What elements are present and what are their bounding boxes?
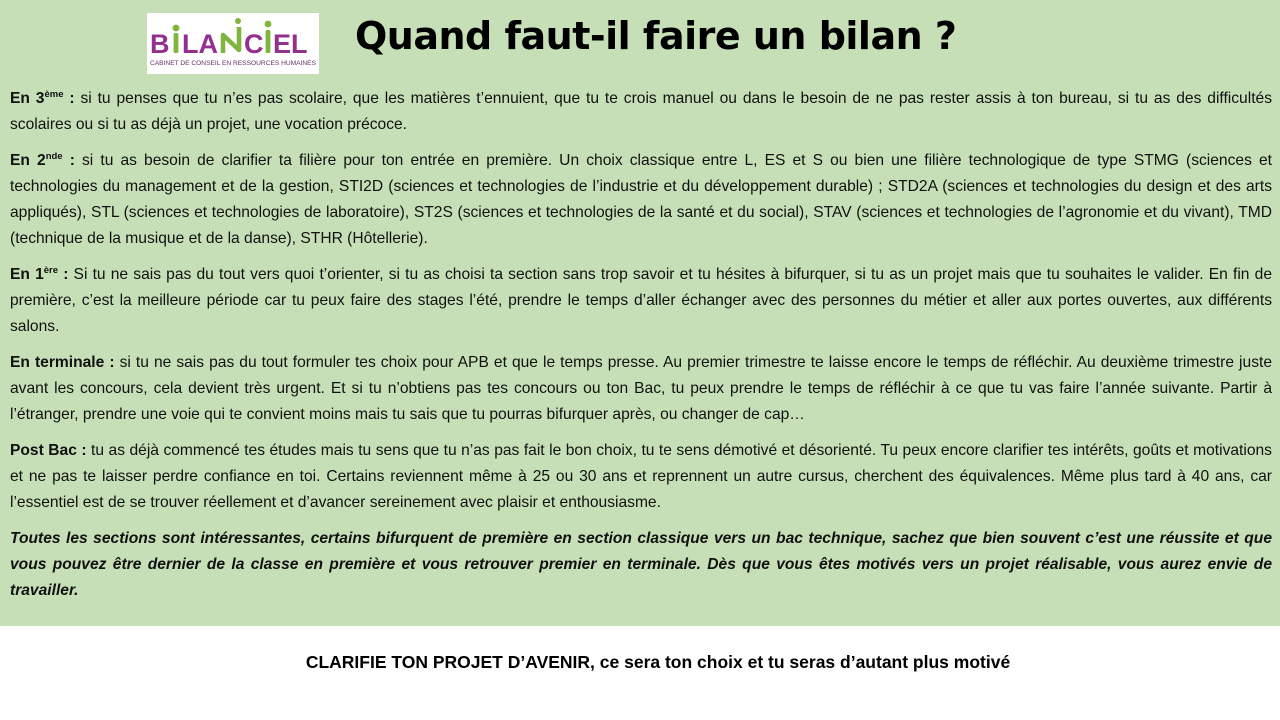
paragraph-lead: En 2nde : <box>10 151 75 169</box>
paragraph-text: si tu penses que tu n’es pas scolaire, que les matières t’ennuient, que tu te crois manuel ou dans le besoin de ne pas rester assis à ton bureau, si tu as des difficultés scolaires ou si tu as déjà un projet, une vocation précoce. <box>10 90 1272 133</box>
svg-text:EL: EL <box>273 29 308 59</box>
paragraph-premiere <box>10 262 1272 340</box>
content-body <box>10 86 1272 614</box>
paragraph-seconde <box>10 148 1272 252</box>
page-title: Quand faut-il faire un bilan ? <box>355 14 957 58</box>
paragraph-lead: En 3ème : <box>10 89 75 107</box>
svg-text:C: C <box>244 29 264 59</box>
footer-message: CLARIFIE TON PROJET D’AVENIR, ce sera ton choix et tu seras d’autant plus motivé <box>305 652 1011 672</box>
paragraph-lead: En terminale : <box>10 354 115 371</box>
paragraph-lead: En 1ère : <box>10 265 69 283</box>
paragraph-text: si tu as besoin de clarifier ta filière pour ton entrée en première. Un choix classique entre L, ES et S ou bien une filière technologique de type STMG (sciences et technologies du management et de la gestion, STI2D (sciences et technologies de l’industrie et du développement durable) ; STD2A (sciences et technologies du design et des arts appliqués), STL (sciences et technologies de laboratoire), ST2S (sciences et technologies de la santé et du social), STAV (sciences et technologies de l’agronomie et du vivant), TMD (technique de la musique et de la danse), STHR (Hôtellerie). <box>10 152 1272 247</box>
paragraph-text: Si tu ne sais pas du tout vers quoi t’orienter, si tu as choisi ta section sans trop savoir et tu hésites à bifurquer, si tu as un projet mais que tu souhaites le valider. En fin de première, c’est la meilleure période car tu peux faire des stages l’été, prendre le temps d’aller échanger avec des personnes du métier et aller aux portes ouvertes, aux différents salons. <box>10 266 1272 335</box>
svg-text:CABINET DE CONSEIL EN RESSOURC: CABINET DE CONSEIL EN RESSOURCES HUMAINES <box>150 60 316 67</box>
paragraph-terminale <box>10 350 1272 428</box>
svg-text:LA: LA <box>182 29 218 59</box>
paragraph-text: si tu ne sais pas du tout formuler tes choix pour APB et que le temps presse. Au premier trimestre te laisse encore le temps de réfléchir. Au deuxième trimestre juste avant les concours, cela devient très urgent. Et si tu n’obtiens pas tes concours ou ton Bac, tu peux prendre le temps de réfléchir à ce que tu vas faire l’année suivante. Partir à l’étranger, prendre une voie qui te convient moins mais tu sais que tu pourras bifurquer après, ou changer de cap… <box>10 354 1272 423</box>
svg-text:B: B <box>150 29 170 59</box>
paragraph-troisieme <box>10 86 1272 138</box>
bilanciel-logo-graphic <box>147 13 319 74</box>
paragraph-post-bac <box>10 438 1272 516</box>
company-logo <box>147 13 319 74</box>
conclusion-paragraph: Toutes les sections sont intéressantes, certains bifurquent de première en section classique vers un bac technique, sachez que bien souvent c’est une réussite et que vous pouvez être dernier de la classe en première et vous retrouver premier en terminale. Dès que vous êtes motivés vers un projet réalisable, vous aurez envie de travailler. <box>10 530 1272 599</box>
paragraph-text: tu as déjà commencé tes études mais tu sens que tu n’as pas fait le bon choix, tu te sens démotivé et désorienté. Tu peux encore clarifier tes intérêts, goûts et motivations et ne pas te laisser perdre confiance en toi. Certains reviennent même à 25 ou 30 ans et reprennent un autre cursus, cherchent des équivalences. Même plus tard à 40 ans, car l’essentiel est de se trouver réellement et d’avancer sereinement avec plaisir et enthousiasme. <box>10 442 1272 511</box>
paragraph-lead: Post Bac : <box>10 442 87 459</box>
